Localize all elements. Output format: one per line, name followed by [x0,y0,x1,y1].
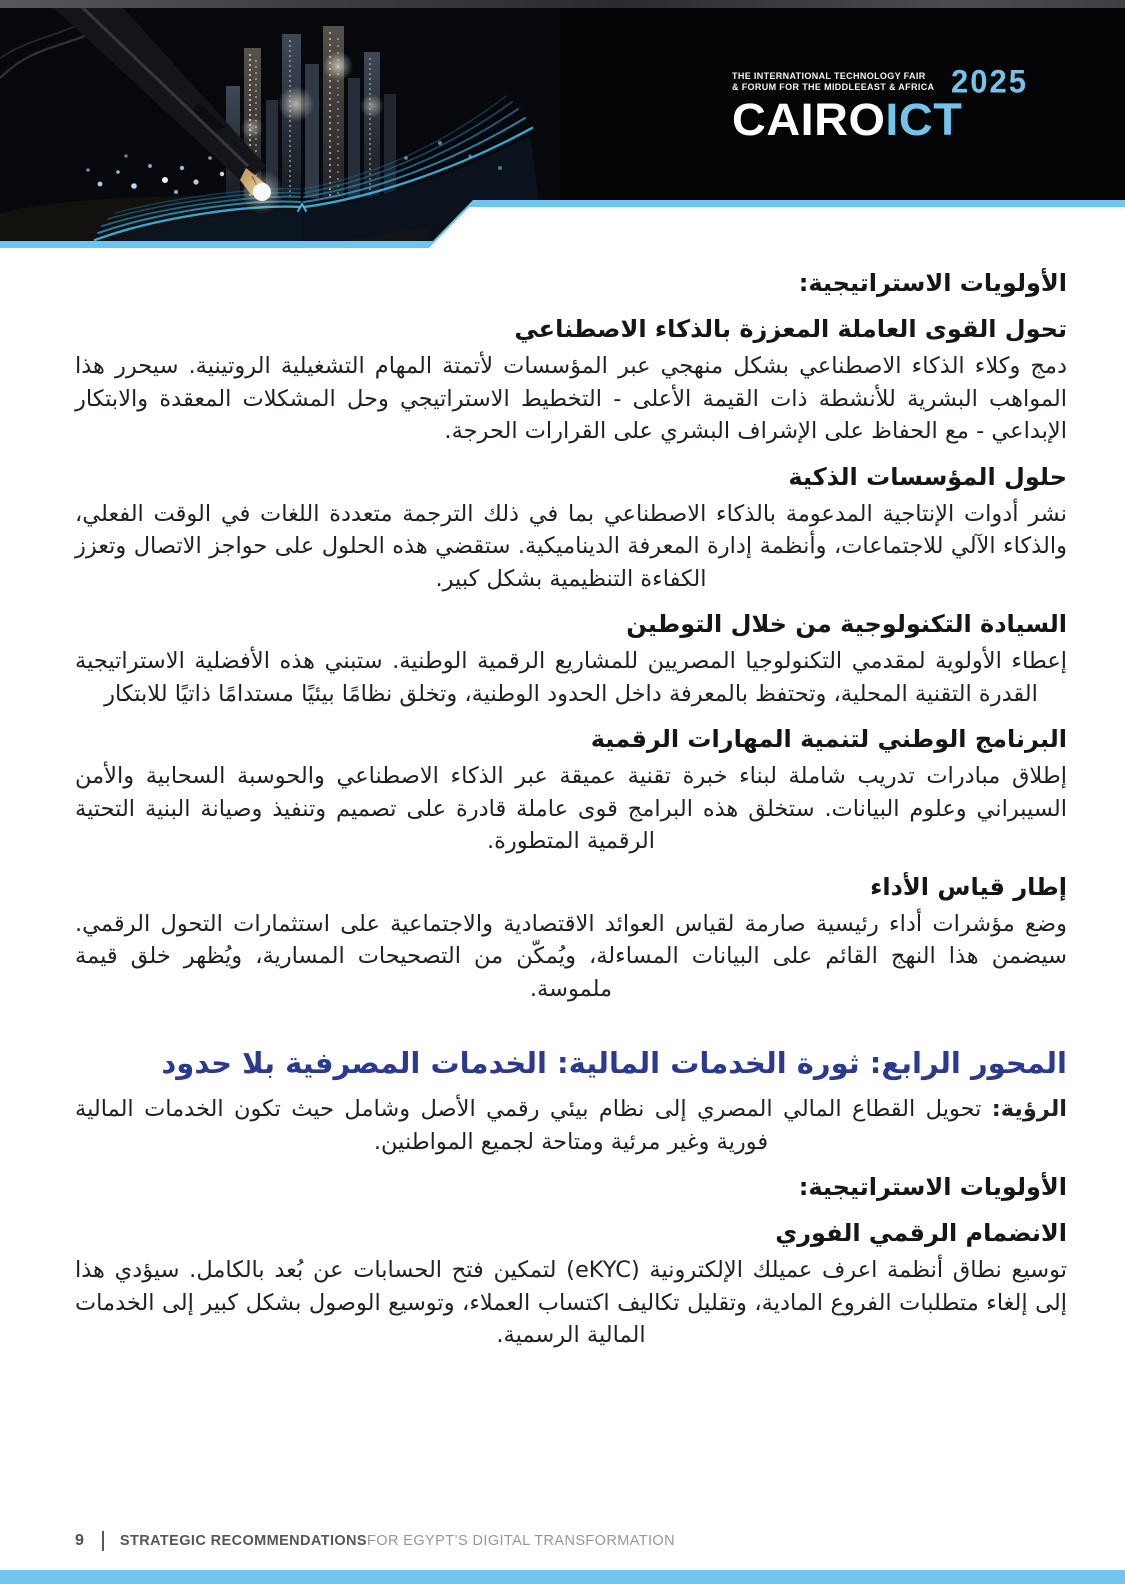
subsection-heading-performance-framework: إطار قياس الأداء [870,872,1067,901]
section-heading-strategic-priorities-2: الأولويات الاستراتيجية: [798,1173,1067,1201]
subsection-heading-tech-sovereignty: السيادة التكنولوجية من خلال التوطين [626,610,1067,638]
paragraph-digital-skills: إطلاق مبادرات تدريب شاملة لبناء خبرة تقنية عميقة عبر الذكاء الاصطناعي والحوسبة السحابية والأمن السيبراني وعلوم البيانات. ستخلق هذه البرامج قوى عاملة قادرة على تصميم وتنفيذ وصيانة البنية التحتية الرقمية المتطورة. [75,763,1067,854]
bottom-blue-bar [0,1570,1125,1584]
document-body [0,250,1125,1364]
page-footer [75,1527,675,1555]
paragraph-tech-sovereignty: إعطاء الأولوية لمقدمي التكنولوجيا المصريين للمشاريع الرقمية الوطنية. ستبني هذه الأفضلية الاستراتيجية القدرة التقنية المحلية، وتحتفظ بالمعرفة داخل الحدود الوطنية، وتخلق نظامًا بيئيًا مستدامًا ذاتيًا للابتكار [75,648,1067,707]
paragraph-ai-workforce: دمج وكلاء الذكاء الاصطناعي بشكل منهجي عبر المؤسسات لأتمتة المهام التشغيلية الروتينية. سيحرر هذا المواهب البشرية للأنشطة ذات القيمة الأعلى - التخطيط الاستراتيجي وحل المشكلات المعقدة والابتكار الإبداعي - مع الحفاظ على الإشراف البشري على القرارات الحرجة. [75,353,1067,444]
footer-divider [102,1531,104,1551]
digital-book-city-illustration [0,8,566,243]
subsection-heading-ai-workforce: تحول القوى العاملة المعززة بالذكاء الاصطناعي [514,315,1067,343]
subsection-heading-smart-enterprise: حلول المؤسسات الذكية [788,462,1067,491]
footer-title-rest: FOR EGYPT’S DIGITAL TRANSFORMATION [367,1533,675,1549]
subsection-heading-digital-skills: البرنامج الوطني لتنمية المهارات الرقمية [590,725,1067,753]
logo-banner [560,8,1125,200]
logo-wordmark-cairo: CAIRO [732,94,886,145]
paragraph-vision [75,1093,1067,1158]
pillar4-heading: المحور الرابع: ثورة الخدمات المالية: الخدمات المصرفية بلا حدود [161,1046,1067,1080]
logo-wordmark-ict: ICT [885,94,963,145]
vision-text: تحويل القطاع المالي المصري إلى نظام بيئي رقمي الأصل وشامل حيث تكون الخدمات المالية فورية وغير مرئية ومتاحة لجميع المواطنين. [75,1096,992,1155]
subsection-heading-digital-onboarding: الانضمام الرقمي الفوري [775,1219,1067,1247]
header-illustration [0,8,566,243]
page-header [0,0,1125,250]
footer-title-bold: STRATEGIC RECOMMENDATIONS [119,1533,368,1549]
logo-tagline-line1: THE INTERNATIONAL TECHNOLOGY FAIR [732,70,926,81]
footer-page-number: 9 [75,1532,84,1549]
vision-label: الرؤية: [991,1096,1067,1122]
top-gray-strip [0,0,1125,8]
logo-wordmark [732,94,1040,145]
logo-tagline [732,71,934,94]
cairo-ict-logo [732,63,1028,145]
paragraph-performance-framework: وضع مؤشرات أداء رئيسية صارمة لقياس العوائد الاقتصادية والاجتماعية على استثمارات التحول الرقمي. سيضمن هذا النهج القائم على البيانات المساءلة، ويُمكّن من التصحيحات المسارية، ويُظهر خلق قيمة ملموسة. [75,910,1067,1002]
paragraph-smart-enterprise: نشر أدوات الإنتاجية المدعومة بالذكاء الاصطناعي بما في ذلك الترجمة متعددة اللغات في الوقت الفعلي، والذكاء الآلي للاجتماعات، وأنظمة إدارة المعرفة الديناميكية. ستقضي هذه الحلول على حواجز الاتصال وتعزز الكفاءة التنظيمية بشكل كبير. [75,500,1067,592]
logo-year: 2025 [951,63,1028,100]
section-heading-strategic-priorities-1: الأولويات الاستراتيجية: [798,269,1067,297]
paragraph-digital-onboarding: توسيع نطاق أنظمة اعرف عميلك الإلكترونية (eKYC) لتمكين فتح الحسابات عن بُعد بالكامل. سيؤدي هذا إلى إلغاء متطلبات الفروع المادية، وتقليل تكاليف اكتساب العملاء، وتوسيع الوصول بشكل كبير إلى الخدمات المالية الرسمية. [75,1257,1067,1348]
logo-tagline-line2: & FORUM FOR THE MIDDLEEAST & AFRICA [732,82,935,92]
